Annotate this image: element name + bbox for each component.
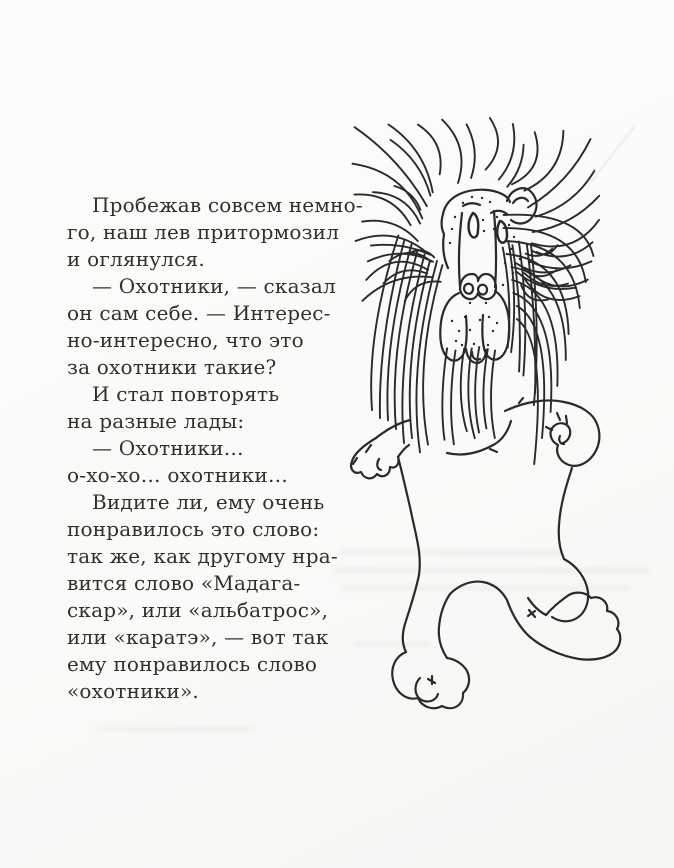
text-line: «охотники». <box>67 679 199 703</box>
paragraph <box>67 489 367 705</box>
page-showthrough <box>338 549 563 556</box>
text-line: ему понравилось слово <box>67 652 318 676</box>
text-line: И стал повторять <box>92 382 280 406</box>
paragraph <box>67 273 367 381</box>
text-line: за охотники такие? <box>67 355 277 379</box>
text-line: но-интересно, что это <box>67 328 304 352</box>
paragraph <box>67 435 367 489</box>
text-line: Видите ли, ему очень <box>92 490 325 514</box>
text-line: он сам себе. — Интерес- <box>67 301 331 325</box>
text-line: на разные лады: <box>67 409 245 433</box>
text-line: или «каратэ», — вот так <box>67 625 329 649</box>
text-line: го, наш лев притормозил <box>67 220 340 244</box>
paper-crease <box>590 125 636 183</box>
story-text <box>67 192 367 705</box>
text-line: — Охотники… <box>92 436 244 460</box>
text-line: — Охотники, — сказал <box>92 274 336 298</box>
page-showthrough <box>334 567 649 574</box>
page-showthrough <box>96 726 256 732</box>
page-showthrough <box>342 585 632 591</box>
stipple-dots <box>449 196 521 346</box>
text-line: вится слово «Мадага- <box>67 571 301 595</box>
text-line: о-хо-хо… охотники… <box>67 463 289 487</box>
text-line: понравилось это слово: <box>67 517 320 541</box>
lion-mane <box>353 118 600 464</box>
paragraph <box>67 381 367 435</box>
text-line: Пробежав совсем немно- <box>92 193 363 217</box>
paragraph <box>67 192 367 273</box>
text-line: так же, как другому нра- <box>67 544 338 568</box>
text-line: скар», или «альбатрос», <box>67 598 329 622</box>
text-line: и оглянулся. <box>67 247 205 271</box>
lion-face <box>440 188 536 363</box>
